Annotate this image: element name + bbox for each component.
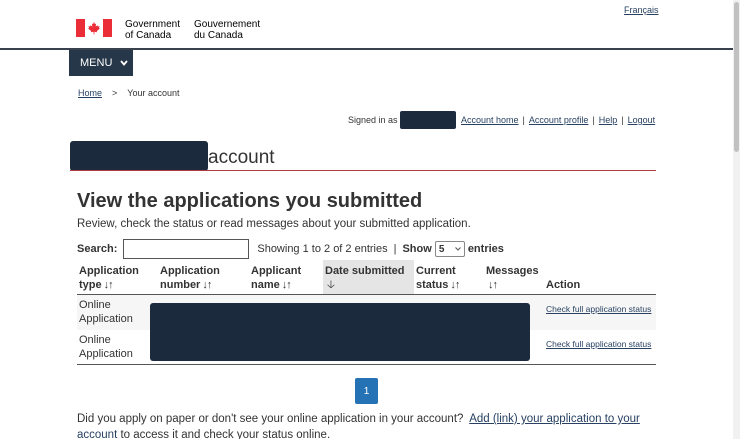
canada-flag-icon bbox=[76, 19, 112, 37]
breadcrumb-home-link[interactable]: Home bbox=[78, 88, 103, 98]
sort-icon: ↓↑ bbox=[488, 279, 497, 291]
table-controls bbox=[77, 239, 504, 259]
page-scrollbar[interactable] bbox=[733, 0, 740, 439]
scrollbar-thumb[interactable] bbox=[734, 2, 739, 152]
sort-icon: ↓↑ bbox=[281, 279, 291, 291]
logout-link[interactable]: Logout bbox=[627, 115, 656, 125]
page-size-value: 5 bbox=[438, 243, 445, 255]
breadcrumb-separator: > bbox=[112, 88, 118, 98]
brand-text-en: Government of Canada bbox=[125, 19, 181, 41]
search-label: Search: bbox=[77, 243, 118, 255]
pagination-page-button[interactable]: 1 bbox=[355, 378, 378, 404]
search-input[interactable] bbox=[123, 239, 249, 259]
chevron-down-icon bbox=[455, 247, 461, 251]
footer-note: Did you apply on paper or don't see your online application in your account? Add (link) your application to your account to access it and check your status online. bbox=[77, 413, 640, 439]
language-toggle-link[interactable]: Français bbox=[624, 5, 659, 15]
page-intro: Review, check the status or read messages about your submitted application. bbox=[77, 218, 471, 230]
redacted-row-details bbox=[150, 303, 530, 361]
signed-in-indicator bbox=[348, 111, 456, 129]
check-status-link[interactable]: Check full application status bbox=[546, 304, 652, 314]
sort-icon: ↓↑ bbox=[103, 279, 113, 291]
page-size-select[interactable] bbox=[435, 241, 465, 257]
column-header-type[interactable]: Application type ↓↑ bbox=[77, 260, 158, 295]
account-profile-link[interactable]: Account profile bbox=[528, 115, 589, 125]
menu-label: MENU bbox=[80, 57, 113, 69]
column-header-messages[interactable]: Messages ↓↑ bbox=[484, 260, 544, 295]
redacted-username bbox=[400, 111, 456, 129]
account-heading-suffix: account bbox=[208, 147, 275, 168]
table-info: Showing 1 to 2 of 2 entries bbox=[257, 243, 388, 255]
sort-descending-icon: 🡣 bbox=[327, 279, 334, 291]
breadcrumb bbox=[78, 88, 180, 98]
government-of-canada-signature[interactable] bbox=[76, 19, 274, 41]
cell-application-type: Online Application bbox=[77, 295, 158, 330]
brand-text-fr: Gouvernement du Canada bbox=[194, 19, 261, 41]
heading-underline bbox=[70, 170, 656, 171]
column-header-date[interactable]: Date submitted 🡣 bbox=[323, 260, 414, 295]
help-link[interactable]: Help bbox=[598, 115, 618, 125]
column-header-action: Action bbox=[544, 260, 656, 295]
show-label: Show bbox=[402, 243, 432, 255]
sort-icon: ↓↑ bbox=[450, 279, 460, 291]
entries-label: entries bbox=[467, 243, 504, 255]
signed-in-label: Signed in as bbox=[348, 115, 398, 125]
chevron-down-icon bbox=[120, 60, 128, 66]
nav-separator: | bbox=[621, 115, 624, 125]
menu-button[interactable] bbox=[69, 50, 133, 76]
page-title: View the applications you submitted bbox=[77, 190, 423, 212]
check-status-link[interactable]: Check full application status bbox=[546, 338, 652, 349]
breadcrumb-current: Your account bbox=[127, 88, 180, 98]
account-nav bbox=[461, 115, 655, 125]
redacted-account-name bbox=[70, 141, 208, 171]
table-header-row bbox=[77, 260, 656, 295]
account-home-link[interactable]: Account home bbox=[461, 115, 519, 125]
column-header-name[interactable]: Applicant name ↓↑ bbox=[249, 260, 323, 295]
controls-separator: | bbox=[393, 243, 397, 255]
column-header-number[interactable]: Application number ↓↑ bbox=[158, 260, 249, 295]
cell-application-type: Online Application bbox=[77, 330, 158, 365]
nav-separator: | bbox=[592, 115, 595, 125]
column-header-status[interactable]: Current status ↓↑ bbox=[414, 260, 484, 295]
sort-icon: ↓↑ bbox=[202, 279, 212, 291]
account-heading bbox=[70, 141, 275, 171]
nav-separator: | bbox=[522, 115, 525, 125]
add-application-link[interactable]: Add (link) your application to your account bbox=[77, 413, 640, 439]
